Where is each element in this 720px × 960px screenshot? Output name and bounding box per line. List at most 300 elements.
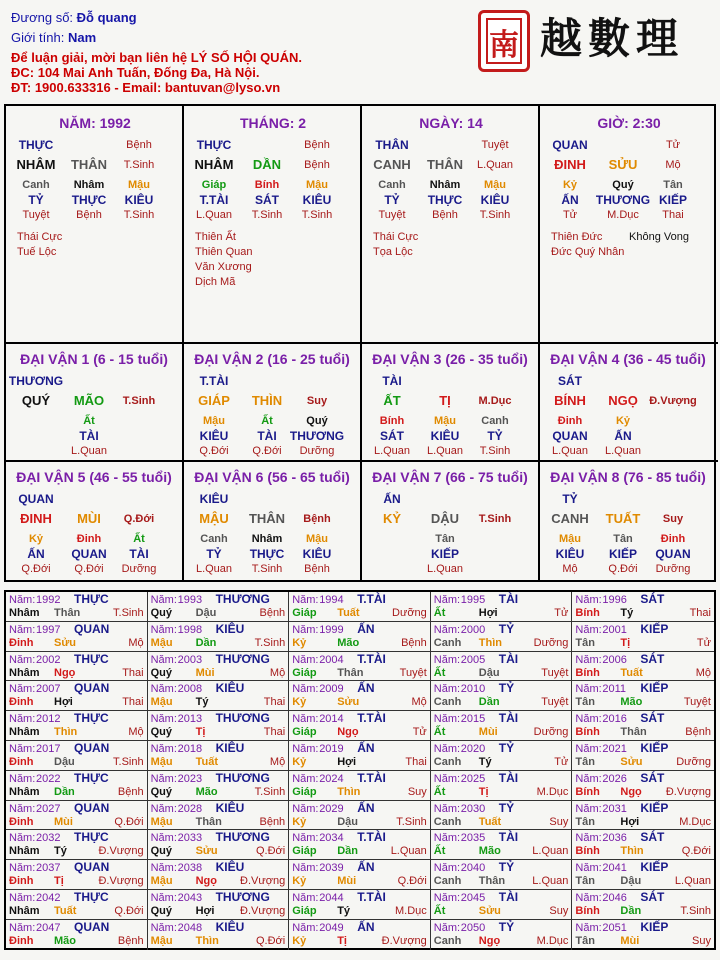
year-number: 2037: [36, 862, 61, 875]
pillar-hidden-stem: Tân: [663, 179, 683, 191]
year-god: T.TÀI: [357, 592, 386, 606]
dai-van-hidden-stem: Mậu: [559, 533, 581, 545]
year-cell: [289, 741, 431, 771]
dai-van-god: QUAN: [18, 492, 54, 506]
owner-label: Đương số:: [11, 10, 74, 25]
year-number: 2030: [460, 802, 486, 815]
dai-van-hidden-god: SÁT: [380, 429, 404, 443]
year-number: 2027: [36, 802, 61, 815]
dai-van-hidden-god: THỰC: [249, 547, 285, 561]
year-number: 1992: [36, 594, 61, 606]
year-prefix: Năm:: [9, 594, 36, 606]
year-stage: Tử: [696, 636, 711, 649]
year-prefix: Năm:: [292, 653, 319, 666]
year-number: 2040: [460, 862, 486, 875]
year-stem: Nhâm: [9, 905, 40, 917]
year-number: 2022: [36, 772, 61, 785]
year-god: ẤN: [357, 800, 375, 815]
year-cell: [572, 830, 714, 860]
year-god: THỰC: [74, 830, 109, 845]
year-branch: Sửu: [195, 845, 218, 858]
year-god: KIÊU: [215, 800, 245, 815]
dai-van-stem: MẬU: [199, 511, 229, 526]
year-cell: [289, 771, 431, 801]
year-prefix: Năm:: [150, 892, 177, 904]
pillar-title: NGÀY: 14: [419, 115, 483, 131]
year-god: KIẾP: [640, 741, 669, 755]
dai-van-hidden-stem: Đinh: [557, 415, 583, 427]
year-god: QUAN: [74, 919, 110, 934]
year-branch: Thìn: [195, 934, 219, 947]
dai-van-hidden-god: TÀI: [129, 547, 149, 561]
annual-luck-table: [4, 590, 716, 950]
dai-van-hidden-stage: Q.Đới: [199, 445, 229, 457]
pillar-hidden-stage: Tuyệt: [22, 209, 50, 221]
dai-van-branch: THÌN: [251, 393, 283, 408]
pillar-star-secondary: Không Vong: [629, 231, 689, 243]
year-stage: Bệnh: [259, 815, 286, 828]
pillar-cell: [184, 106, 362, 344]
owner-line: [11, 10, 137, 26]
year-prefix: Năm:: [575, 594, 602, 606]
year-branch: Dần: [195, 636, 217, 649]
year-cell: [572, 771, 714, 801]
dai-van-hidden-stem: Tân: [613, 533, 633, 545]
year-stage: M.Dục: [679, 815, 711, 828]
year-number: 2012: [36, 713, 61, 726]
year-cell: [148, 592, 290, 622]
year-prefix: Năm:: [575, 743, 602, 755]
year-cell: [6, 801, 148, 831]
year-prefix: Năm:: [433, 772, 461, 785]
year-stage: Tuyệt: [399, 666, 427, 679]
year-number: 2003: [177, 653, 203, 666]
pillar-branch-stage: L.Quan: [476, 159, 514, 171]
year-stage: Thai: [405, 756, 427, 768]
year-god: KIẾP: [640, 860, 669, 875]
year-stem: Giáp: [292, 726, 317, 739]
year-cell: [431, 890, 573, 920]
dai-van-hidden-god: ẤN: [27, 547, 45, 561]
year-number: 2019: [319, 743, 344, 755]
year-god: T.TÀI: [357, 651, 386, 666]
gender-line: [11, 30, 96, 46]
pillar-star: Thiên Ất: [195, 231, 236, 243]
year-god: TÀI: [498, 711, 519, 726]
year-branch: Tý: [620, 607, 634, 619]
dai-van-branch: MÙI: [77, 511, 101, 526]
year-cell: [148, 890, 290, 920]
year-branch: Thìn: [337, 785, 361, 798]
dai-van-god: THƯƠNG: [8, 374, 64, 388]
year-cell: [6, 771, 148, 801]
year-stage: Thai: [122, 696, 144, 709]
year-branch: Hợi: [478, 607, 498, 619]
year-stage: T.Sinh: [396, 815, 427, 828]
year-god: TỶ: [498, 860, 515, 875]
year-stem: Giáp: [292, 845, 317, 858]
year-branch: Tý: [195, 696, 209, 709]
year-stage: T.Sinh: [680, 905, 711, 917]
year-stage: Dưỡng: [533, 726, 569, 739]
year-god: ẤN: [357, 860, 375, 875]
year-stage: Mộ: [269, 666, 286, 679]
year-number: 2010: [460, 683, 486, 696]
dai-van-stage: Suy: [662, 513, 684, 525]
year-stage: Q.Đới: [681, 845, 711, 858]
pillar-hidden-stem: Canh: [378, 179, 406, 191]
year-number: 2014: [319, 713, 344, 726]
year-stem: Canh: [433, 696, 462, 709]
year-stem: Đinh: [9, 934, 34, 947]
year-stem: Canh: [433, 875, 462, 888]
dai-van-hidden-stage: Dưỡng: [299, 445, 335, 457]
year-god: QUAN: [74, 800, 110, 815]
pillar-star: Thiên Quan: [195, 246, 253, 258]
year-cell: [289, 920, 431, 950]
dai-van-cell: [362, 462, 540, 582]
year-stem: Bính: [575, 845, 600, 858]
year-stage: Tử: [412, 726, 427, 739]
pillar-hidden-god: KIÊU: [124, 193, 154, 207]
year-number: 2041: [602, 862, 627, 875]
pillar-stem: NHÂM: [16, 157, 56, 172]
year-cell: [6, 741, 148, 771]
year-stem: Ất: [433, 845, 446, 858]
year-number: 2023: [177, 772, 203, 785]
year-stage: T.Sinh: [113, 756, 144, 768]
year-branch: Hợi: [620, 815, 640, 828]
dai-van-hidden-stage: L.Quan: [426, 563, 464, 575]
year-number: 2036: [602, 832, 627, 845]
year-stem: Kỷ: [292, 934, 307, 947]
dai-van-hidden-stage: L.Quan: [551, 445, 589, 457]
year-branch: Tuất: [620, 666, 643, 679]
pillar-hidden-stage: L.Quan: [195, 209, 233, 221]
dai-van-hidden-god: KIÊU: [199, 429, 229, 443]
year-stem: Tân: [575, 696, 595, 709]
year-prefix: Năm:: [575, 802, 602, 815]
year-god: TÀI: [498, 890, 519, 904]
year-stage: L.Quan: [390, 845, 427, 858]
year-number: 2006: [602, 653, 627, 666]
year-prefix: Năm:: [292, 892, 319, 904]
year-god: QUAN: [74, 860, 110, 875]
pillar-star: Thái Cực: [373, 231, 419, 243]
dai-van-title: ĐẠI VẬN 4 (36 - 45 tuổi): [550, 351, 706, 367]
year-stage: Bệnh: [401, 636, 427, 649]
dai-van-hidden-god: KIẾP: [430, 547, 459, 561]
pillar-hidden-stage: T.Sinh: [479, 209, 511, 221]
dai-van-stem: KỶ: [382, 511, 402, 526]
year-number: 2015: [460, 713, 486, 726]
pillar-star: Tuế Lộc: [17, 246, 57, 258]
year-cell: [572, 652, 714, 682]
year-number: 2008: [177, 683, 203, 696]
dai-van-title: ĐẠI VẬN 1 (6 - 15 tuổi): [20, 351, 168, 367]
dai-van-hidden-stem: Bính: [379, 415, 405, 427]
year-number: 1994: [319, 594, 344, 606]
year-branch: Tị: [620, 636, 631, 649]
year-stem: Canh: [433, 815, 462, 828]
year-cell: [572, 622, 714, 652]
year-prefix: Năm:: [433, 713, 461, 726]
pillar-stage: Bệnh: [126, 139, 152, 151]
year-number: 2034: [319, 832, 344, 845]
year-stem: Kỷ: [292, 636, 307, 649]
dai-van-branch: MÃO: [73, 393, 105, 408]
year-stem: Ất: [433, 726, 446, 739]
year-stage: Tuyệt: [541, 666, 569, 679]
dai-van-stem: ẤT: [383, 393, 401, 408]
dai-van-cell: [184, 462, 362, 582]
year-god: KIÊU: [215, 741, 245, 755]
year-cell: [572, 920, 714, 950]
dai-van-hidden-god: QUAN: [71, 547, 107, 561]
year-branch: Ngọ: [54, 666, 76, 679]
dai-van-stem: ĐINH: [20, 511, 52, 526]
year-number: 1993: [177, 594, 203, 606]
pillar-hidden-stage: Thai: [662, 209, 684, 221]
year-cell: [148, 652, 290, 682]
year-god: TÀI: [498, 592, 519, 606]
year-god: THƯƠNG: [215, 651, 270, 666]
pillar-branch: THÂN: [426, 157, 464, 172]
year-number: 2038: [177, 862, 203, 875]
year-number: 2000: [460, 623, 486, 636]
year-stage: Tử: [554, 756, 569, 768]
year-cell: [572, 681, 714, 711]
dai-van-cell: [6, 344, 184, 462]
year-stage: Tuyệt: [683, 696, 711, 709]
dai-van-stage: M.Dục: [478, 395, 512, 407]
pillar-stage: Tuyệt: [481, 139, 509, 151]
year-cell: [289, 622, 431, 652]
dai-van-branch: TUẤT: [605, 511, 641, 526]
year-prefix: Năm:: [292, 772, 319, 785]
year-number: 2046: [602, 892, 627, 904]
year-stem: Tân: [575, 756, 595, 768]
dai-van-hidden-god: TỶ: [487, 429, 503, 443]
year-stem: Mậu: [150, 696, 173, 709]
pillar-star: Dịch Mã: [195, 276, 236, 288]
dai-van-cell: [6, 462, 184, 582]
year-branch: Tuất: [195, 756, 218, 768]
year-god: T.TÀI: [357, 711, 386, 726]
pillar-hidden-god: TỶ: [384, 193, 400, 207]
year-number: 1999: [319, 623, 344, 636]
year-prefix: Năm:: [575, 683, 602, 696]
year-god: THƯƠNG: [215, 830, 270, 845]
year-branch: Tuất: [337, 607, 360, 619]
dai-van-cell: [540, 344, 718, 462]
dai-van-hidden-stage: T.Sinh: [251, 563, 283, 575]
dai-van-stem: QUÝ: [21, 393, 51, 408]
pillar-hidden-stage: M.Dục: [607, 209, 639, 221]
year-branch: Tị: [54, 875, 64, 888]
year-stem: Quý: [150, 726, 172, 739]
pillar-hidden-god: ẤN: [561, 193, 579, 207]
year-stem: Kỷ: [292, 815, 307, 828]
year-branch: Mùi: [195, 666, 215, 679]
pillar-star: Đức Quý Nhân: [551, 246, 625, 258]
year-number: 2004: [319, 653, 344, 666]
year-number: 2021: [602, 743, 627, 755]
year-cell: [6, 592, 148, 622]
dai-van-hidden-stage: Q.Đới: [608, 563, 638, 575]
year-number: 2051: [602, 921, 627, 934]
year-prefix: Năm:: [9, 892, 36, 904]
year-stage: Suy: [549, 905, 569, 917]
contact-line-1: Để luận giải, mời bạn liên hệ LÝ SỐ HỘI QUÁN.: [11, 50, 302, 65]
year-branch: Sửu: [620, 756, 643, 768]
year-prefix: Năm:: [150, 772, 177, 785]
year-prefix: Năm:: [292, 594, 319, 606]
year-god: SÁT: [640, 592, 665, 606]
year-stage: Mộ: [128, 636, 144, 649]
year-branch: Mão: [54, 934, 76, 947]
dai-van-stage: Đ.Vượng: [649, 395, 697, 407]
year-prefix: Năm:: [150, 743, 177, 755]
year-stem: Nhâm: [9, 845, 40, 858]
year-prefix: Năm:: [9, 832, 36, 845]
year-prefix: Năm:: [575, 623, 602, 636]
dai-van-hidden-god: KIÊU: [555, 547, 585, 561]
year-god: THƯƠNG: [215, 592, 270, 606]
pillar-hidden-god: THỰC: [427, 193, 463, 207]
pillar-branch: SỬU: [608, 157, 638, 172]
year-cell: [431, 741, 573, 771]
dai-van-stage: Suy: [306, 395, 328, 407]
year-number: 2028: [177, 802, 203, 815]
year-prefix: Năm:: [292, 743, 319, 755]
year-stage: Đ.Vượng: [665, 785, 711, 798]
dai-van-stage: T.Sinh: [478, 513, 512, 525]
year-cell: [289, 890, 431, 920]
year-stage: Bệnh: [117, 934, 144, 947]
year-cell: [431, 830, 573, 860]
dai-van-hidden-stem: Tân: [435, 533, 455, 545]
year-number: 2002: [36, 653, 61, 666]
year-number: 2018: [177, 743, 203, 755]
year-stage: Suy: [407, 785, 427, 798]
year-god: T.TÀI: [357, 890, 386, 904]
year-number: 2025: [460, 772, 486, 785]
dai-van-hidden-stage: L.Quan: [426, 445, 464, 457]
pillar-hidden-stage: Tuyệt: [378, 209, 406, 221]
year-cell: [148, 741, 290, 771]
year-prefix: Năm:: [575, 653, 602, 666]
dai-van-hidden-stem: Ất: [133, 533, 145, 545]
year-branch: Mão: [478, 845, 501, 858]
dai-van-hidden-stage: L.Quan: [373, 445, 411, 457]
year-prefix: Năm:: [292, 802, 319, 815]
year-cell: [148, 681, 290, 711]
dai-van-stage: Q.Đới: [123, 513, 155, 525]
year-number: 2042: [36, 892, 61, 904]
year-stem: Canh: [433, 934, 462, 947]
year-stage: Dưỡng: [392, 607, 427, 619]
year-god: KIẾP: [640, 621, 669, 636]
year-number: 2024: [319, 772, 344, 785]
year-prefix: Năm:: [292, 713, 319, 726]
pillar-hidden-god: KIÊU: [302, 193, 332, 207]
year-god: QUAN: [74, 681, 110, 696]
year-branch: Tý: [54, 845, 67, 858]
year-branch: Sửu: [478, 905, 501, 917]
year-prefix: Năm:: [9, 713, 36, 726]
year-number: 2035: [460, 832, 486, 845]
year-cell: [6, 860, 148, 890]
year-cell: [431, 920, 573, 950]
year-branch: Hợi: [195, 905, 215, 917]
pillar-title: THÁNG: 2: [239, 115, 307, 131]
year-cell: [431, 592, 573, 622]
dai-van-hidden-god: TỶ: [206, 547, 222, 561]
year-prefix: Năm:: [150, 653, 177, 666]
year-number: 1995: [460, 594, 486, 606]
year-god: KIẾP: [640, 800, 669, 815]
year-number: 2047: [36, 921, 61, 934]
dai-van-hidden-stage: L.Quan: [604, 445, 642, 457]
dai-van-hidden-stage: Mộ: [562, 563, 578, 575]
year-branch: Sửu: [337, 696, 360, 709]
year-god: SÁT: [640, 651, 665, 666]
year-god: ẤN: [357, 919, 375, 934]
year-stem: Kỷ: [292, 756, 307, 768]
dai-van-hidden-stem: Kỷ: [28, 533, 44, 545]
year-stage: Mộ: [695, 666, 711, 679]
chart-grid: [4, 104, 716, 582]
year-branch: Mùi: [337, 875, 357, 888]
year-cell: [572, 801, 714, 831]
year-stem: Kỷ: [292, 875, 307, 888]
year-stage: Thai: [689, 607, 711, 619]
year-stem: Canh: [433, 756, 462, 768]
year-prefix: Năm:: [150, 802, 177, 815]
year-branch: Mùi: [478, 726, 498, 739]
pillar-hidden-god: T.TÀI: [199, 193, 229, 207]
year-cell: [289, 681, 431, 711]
dai-van-hidden-god: KIẾP: [608, 547, 637, 561]
year-branch: Tị: [478, 785, 489, 798]
year-prefix: Năm:: [150, 683, 177, 696]
dai-van-hidden-god: TÀI: [257, 429, 277, 443]
year-god: T.TÀI: [357, 770, 386, 785]
pillar-stem: ĐINH: [554, 157, 586, 172]
dai-van-hidden-stage: Bệnh: [304, 563, 330, 575]
pillar-hidden-stage: Tử: [562, 209, 578, 221]
year-number: 2001: [602, 623, 627, 636]
year-prefix: Năm:: [575, 892, 602, 904]
dai-van-hidden-stem: Mậu: [434, 415, 456, 427]
dai-van-hidden-stem: Đinh: [76, 533, 102, 545]
pillar-hidden-stem: Giáp: [201, 179, 227, 191]
pillar-star: Văn Xương: [195, 261, 252, 273]
year-stage: Đ.Vượng: [98, 845, 144, 858]
pillar-hidden-stem: Quý: [612, 179, 634, 191]
year-cell: [572, 890, 714, 920]
year-branch: Mùi: [620, 934, 640, 947]
year-branch: Mão: [195, 785, 218, 798]
year-number: 2029: [319, 802, 344, 815]
year-prefix: Năm:: [9, 802, 36, 815]
year-number: 2045: [460, 892, 486, 904]
year-stage: Tử: [554, 607, 569, 619]
year-stem: Quý: [150, 905, 172, 917]
year-god: SÁT: [640, 770, 665, 785]
year-number: 2031: [602, 802, 627, 815]
